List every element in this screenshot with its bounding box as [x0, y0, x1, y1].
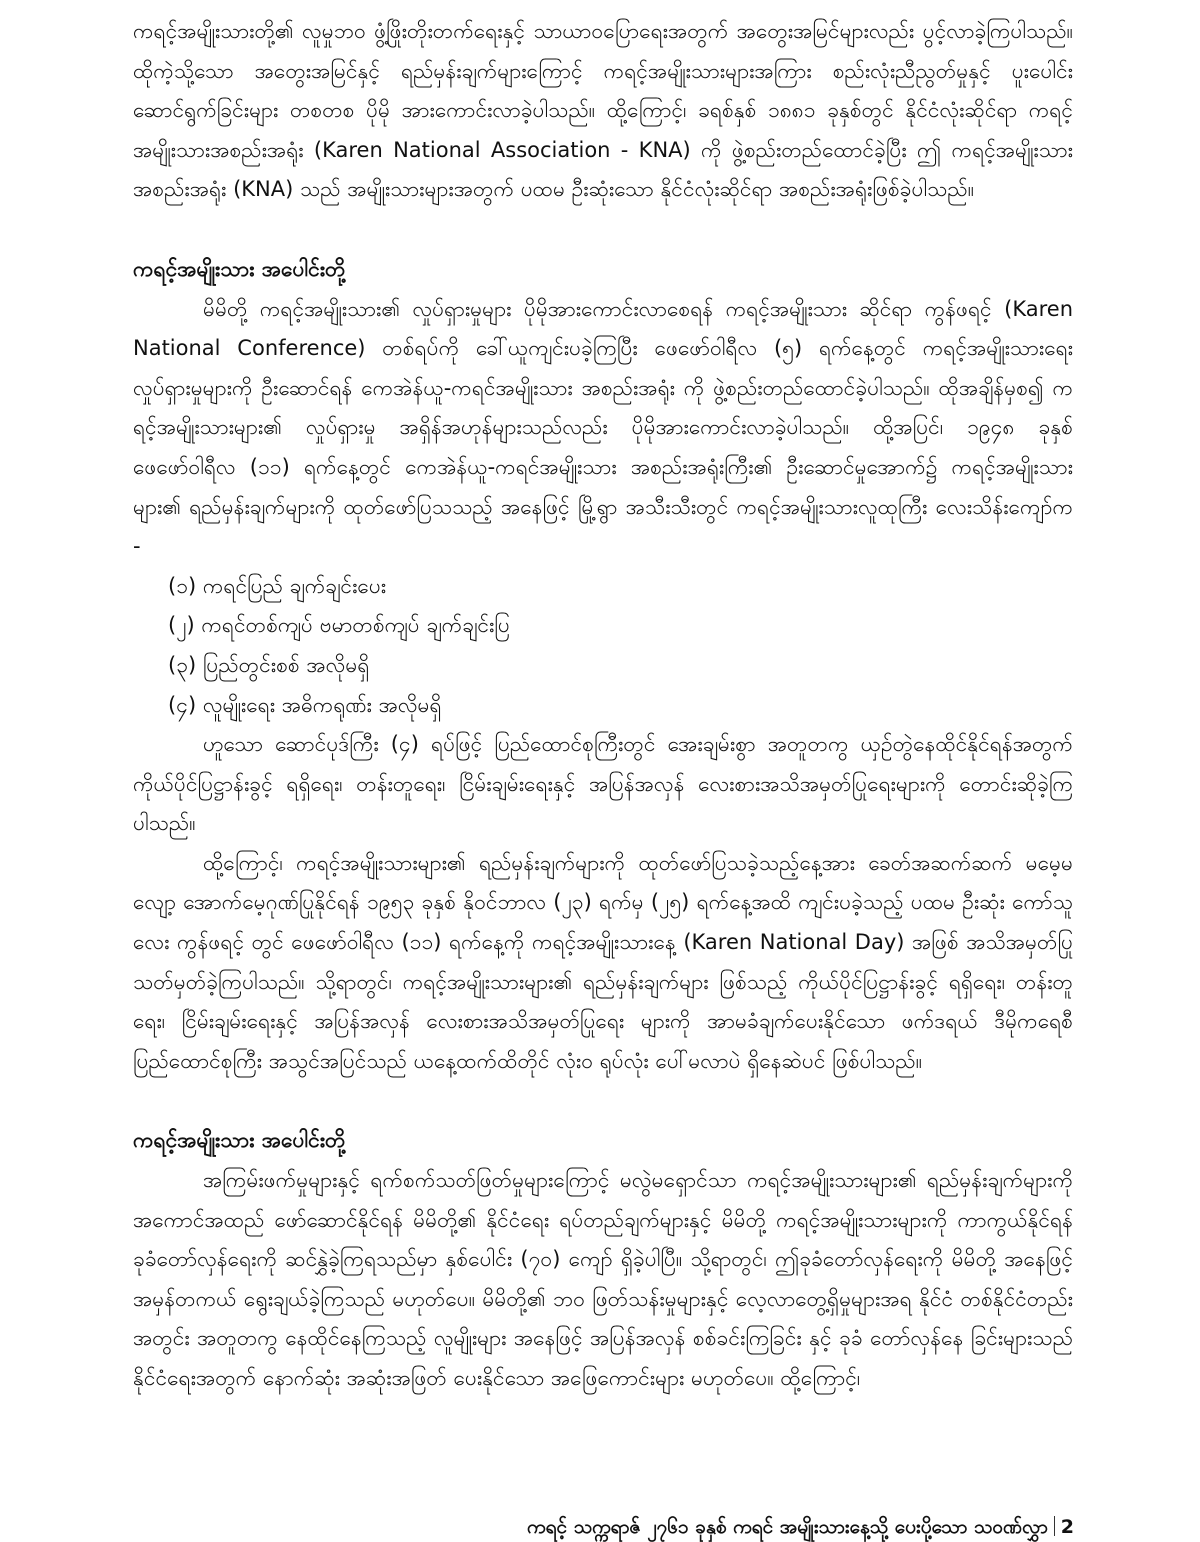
slogan-item: (၃) ပြည်တွင်းစစ် အလိုမရှိ — [168, 652, 370, 677]
section-heading-1: ကရင့်အမျိုးသား အပေါင်းတို့ — [133, 256, 346, 281]
page-number: 2 — [1060, 1516, 1074, 1538]
footer-divider — [1054, 1516, 1055, 1536]
resistance-paragraph: အကြမ်းဖက်မှုများနှင့် ရက်စက်သတ်ဖြတ်မှုများကြောင့် မလွဲမရှောင်သာ ကရင့်အမျိုးသားများ၏ ရည်မှန်းချက်များကို အကောင်အထည် ဖော်ဆောင်နိုင်ရန် မိမိတို့၏ နိုင်ငံရေး ရပ်တည်ချက်များနှင့် မိမိတို့ ကရင့်အမျိုးသားများကို ကာကွယ်နိုင်ရန် ခုခံတော်လှန်ရေးကို ဆင်နွှဲခဲ့ကြရသည်မှာ နှစ်ပေါင်း (၇၀) ကျော် ရှိခဲ့ပါပြီ။ သို့ရာတွင်၊ ဤခုခံတော်လှန်ရေးကို မိမိတို့ အနေဖြင့် အမှန်တကယ် ရွေးချယ်ခဲ့ကြသည် မဟုတ်ပေ။ မိမိတို့၏ ဘဝ ဖြတ်သန်းမှုများနှင့် လေ့လာတွေ့ရှိမှုများအရ နိုင်ငံ တစ်နိုင်ငံတည်းအတွင်း အတူတကွ နေထိုင်နေကြသည့် လူမျိုးများ အနေဖြင့် အပြန်အလှန် စစ်ခင်းကြခြင်း နှင့် ခုခံ တော်လှန်နေ ခြင်းများသည် နိုင်ငံရေးအတွက် နောက်ဆုံး အဆုံးအဖြတ် ပေးနိုင်သော အဖြေကောင်းများ မဟုတ်ပေ။ ထို့ကြောင့်၊ — [133, 1168, 1073, 1390]
slogan-item: (၄) လူမျိုးရေး အဓိကရုဏ်း အလိုမရှိ — [168, 692, 442, 717]
slogan-list — [133, 567, 1073, 725]
document-body — [133, 12, 1073, 1399]
page-footer — [527, 1514, 1074, 1540]
slogan-item: (၂) ကရင်တစ်ကျပ် ဗမာတစ်ကျပ် ချက်ချင်းပြ — [168, 613, 510, 638]
national-day-paragraph: ထို့ကြောင့်၊ ကရင့်အမျိုးသားများ၏ ရည်မှန်းချက်များကို ထုတ်ဖော်ပြသခဲ့သည့်နေ့အား ခေတ်အဆက်ဆက် မမေ့မလျော့ အောက်မေ့ဂုဏ်ပြုနိုင်ရန် ၁၉၅၃ ခုနှစ် နိုဝင်ဘာလ (၂၃) ရက်မှ (၂၅) ရက်နေ့အထိ ကျင်းပခဲ့သည့် ပထမ ဦးဆုံး ကော်သူလေး ကွန်ဖရင့် တွင် ဖေဖော်ဝါရီလ (၁၁) ရက်နေ့ကို ကရင့်အမျိုးသားနေ့ (Karen National Day) အဖြစ် အသိအမှတ်ပြုသတ်မှတ်ခဲ့ကြပါသည်။ သို့ရာတွင်၊ ကရင့်အမျိုးသားများ၏ ရည်မှန်းချက်များ ဖြစ်သည့် ကိုယ်ပိုင်ပြဋ္ဌာန်းခွင့် ရရှိရေး၊ တန်းတူရေး၊ ငြိမ်းချမ်းရေးနှင့် အပြန်အလှန် လေးစားအသိအမှတ်ပြုရေး များကို အာမခံချက်ပေးနိုင်သော ဖက်ဒရယ် ဒီမိုကရေစီ ပြည်ထောင်စုကြီး အသွင်အပြင်သည် ယနေ့ထက်ထိတိုင် လုံးဝ ရုပ်လုံး ပေါ်မလာပဲ ရှိနေဆဲပင် ဖြစ်ပါသည်။ — [133, 850, 1073, 1073]
intro-paragraph: ကရင့်အမျိုးသားတို့၏ လူမှုဘဝ ဖွံ့ဖြိုးတိုးတက်ရေးနှင့် သာယာဝပြောရေးအတွက် အတွေးအမြင်များလည်း ပွင့်လာခဲ့ကြပါသည်။ ထိုကဲ့သို့သော အတွေးအမြင်နှင့် ရည်မှန်းချက်များကြောင့် ကရင့်အမျိုးသားများအကြား စည်းလုံးညီညွတ်မှုနှင့် ပူးပေါင်းဆောင်ရွက်ခြင်းများ တစတစ ပိုမို အားကောင်းလာခဲ့ပါသည်။ ထို့ကြောင့်၊ ခရစ်နှစ် ၁၈၈၁ ခုနှစ်တွင် နိုင်ငံလုံးဆိုင်ရာ ကရင့်အမျိုးသားအစည်းအရုံး (Karen National Association - KNA) ကို ဖွဲ့စည်းတည်ထောင်ခဲ့ပြီး ဤ ကရင့်အမျိုးသားအစည်းအရုံး (KNA) သည် အမျိုးသားများအတွက် ပထမ ဦးဆုံးသော နိုင်ငံလုံးဆိုင်ရာ အစည်းအရုံးဖြစ်ခဲ့ပါသည်။ — [133, 19, 1073, 202]
demands-paragraph: ဟူသော ဆောင်ပုဒ်ကြီး (၄) ရပ်ဖြင့် ပြည်ထောင်စုကြီးတွင် အေးချမ်းစွာ အတူတကွ ယှဉ်တွဲနေထိုင်နိုင်ရန်အတွက် ကိုယ်ပိုင်ပြဋ္ဌာန်းခွင့် ရရှိရေး၊ တန်းတူရေး၊ ငြိမ်းချမ်းရေးနှင့် အပြန်အလှန် လေးစားအသိအမှတ်ပြုရေးများကို တောင်းဆိုခဲ့ကြပါသည်။ — [133, 732, 1073, 836]
section-heading-2: ကရင့်အမျိုးသား အပေါင်းတို့ — [133, 1128, 346, 1153]
conference-paragraph: မိမိတို့ ကရင့်အမျိုးသား၏ လှုပ်ရှားမှုများ ပိုမိုအားကောင်းလာစေရန် ကရင့်အမျိုးသား ဆိုင်ရာ ကွန်ဖရင့် (Karen National Conference) တစ်ရပ်ကို ခေါ်ယူကျင်းပခဲ့ကြပြီး ဖေဖော်ဝါရီလ (၅) ရက်နေ့တွင် ကရင့်အမျိုးသားရေး လှုပ်ရှားမှုများကို ဦးဆောင်ရန် ကေအဲန်ယူ-ကရင်အမျိုးသား အစည်းအရုံး ကို ဖွဲ့စည်းတည်ထောင်ခဲ့ပါသည်။ ထိုအချိန်မှစ၍ ကရင့်အမျိုးသားများ၏ လှုပ်ရှားမှု အရှိန်အဟုန်များသည်လည်း ပိုမိုအားကောင်းလာခဲ့ပါသည်။ ထို့အပြင်၊ ၁၉၄၈ ခုနှစ် ဖေဖော်ဝါရီလ (၁၁) ရက်နေ့တွင် ကေအဲန်ယူ-ကရင်အမျိုးသား အစည်းအရုံးကြီး၏ ဦးဆောင်မှုအောက်၌ ကရင့်အမျိုးသားများ၏ ရည်မှန်းချက်များကို ထုတ်ဖော်ပြသသည့် အနေဖြင့် မြို့ရွာ အသီးသီးတွင် ကရင့်အမျိုးသားလူထုကြီး လေးသိန်းကျော်က - — [133, 296, 1073, 559]
footer-title: ကရင့် သက္ကရာဇ် ၂၇၆၁ ခုနှစ် ကရင် အမျိုးသားနေ့သို့ ပေးပို့သော သဝဏ်လွှာ — [527, 1516, 1048, 1538]
slogan-item: (၁) ကရင်ပြည် ချက်ချင်းပေး — [168, 573, 387, 598]
